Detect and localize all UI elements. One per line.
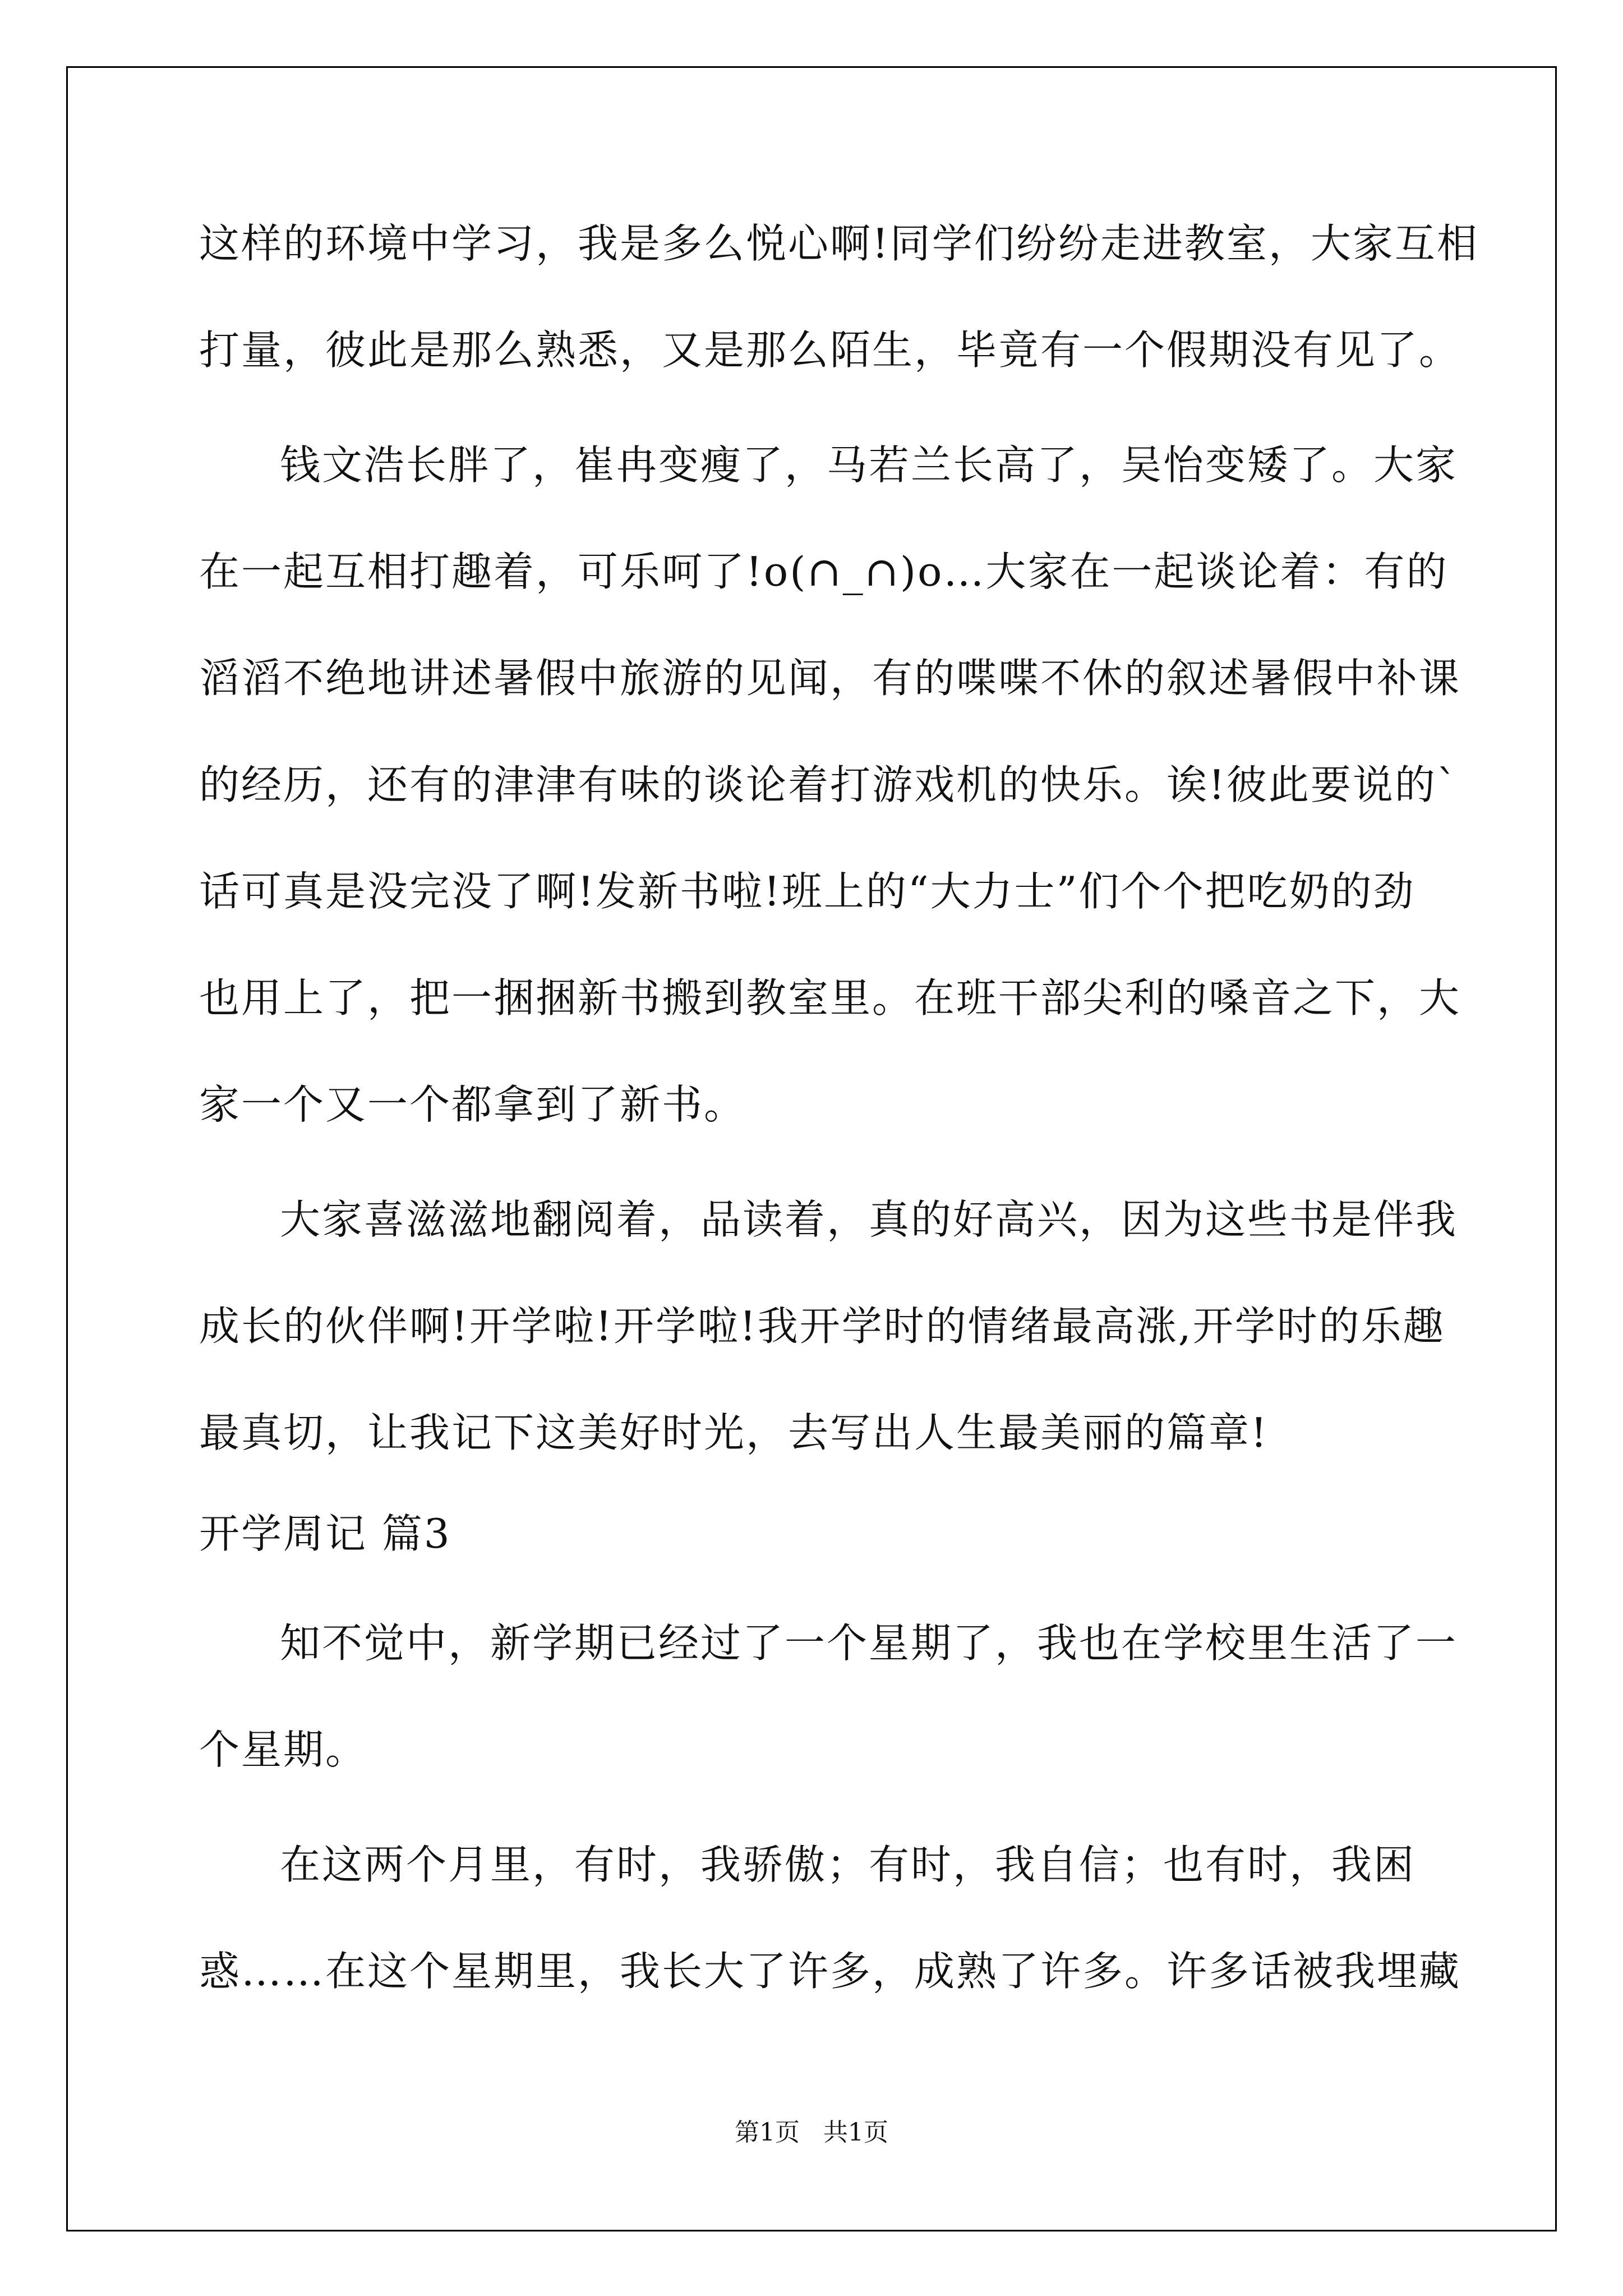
section-heading: 开学周记 篇3: [199, 1510, 451, 1557]
paragraph-first-line: 大家喜滋滋地翻阅着，品读着，真的好高兴，因为这些书是伴我: [280, 1196, 1458, 1243]
text-line: 成长的伙伴啊!开学啦!开学啦!我开学时的情绪最高涨,开学时的乐趣: [199, 1303, 1445, 1350]
text-line: 打量，彼此是那么熟悉，又是那么陌生，毕竟有一个假期没有见了。: [199, 326, 1461, 374]
paragraph-first-line: 知不觉中，新学期已经过了一个星期了，我也在学校里生活了一: [280, 1619, 1458, 1667]
paragraph-first-line: 在这两个月里，有时，我骄傲；有时，我自信；也有时，我困: [280, 1841, 1416, 1888]
text-line: 个星期。: [199, 1726, 368, 1773]
text-line: 在一起互相打趣着，可乐呵了!o(∩_∩)o…大家在一起谈论着：有的: [199, 548, 1449, 595]
text-line: 的经历，还有的津津有味的谈论着打游戏机的快乐。诶!彼此要说的`: [199, 761, 1459, 808]
text-line: 惑……在这个星期里，我长大了许多，成熟了许多。许多话被我埋藏: [199, 1948, 1461, 1995]
page-number-footer: 第1页 共1页: [735, 2118, 888, 2147]
text-line: 最真切，让我记下这美好时光，去写出人生最美丽的篇章!: [199, 1409, 1269, 1456]
text-line: 滔滔不绝地讲述暑假中旅游的见闻，有的喋喋不休的叙述暑假中补课: [199, 655, 1461, 702]
text-line: 家一个又一个都拿到了新书。: [199, 1081, 746, 1128]
text-line: 这样的环境中学习，我是多么悦心啊!同学们纷纷走进教室，大家互相: [199, 220, 1479, 267]
text-line: 也用上了，把一捆捆新书搬到教室里。在班干部尖利的嗓音之下，大: [199, 974, 1461, 1022]
paragraph-first-line: 钱文浩长胖了，崔冉变瘦了，马若兰长高了，吴怡变矮了。大家: [280, 441, 1458, 489]
text-line: 话可真是没完没了啊!发新书啦!班上的“大力士”们个个把吃奶的劲: [199, 868, 1415, 915]
page-border: [66, 66, 1557, 2231]
